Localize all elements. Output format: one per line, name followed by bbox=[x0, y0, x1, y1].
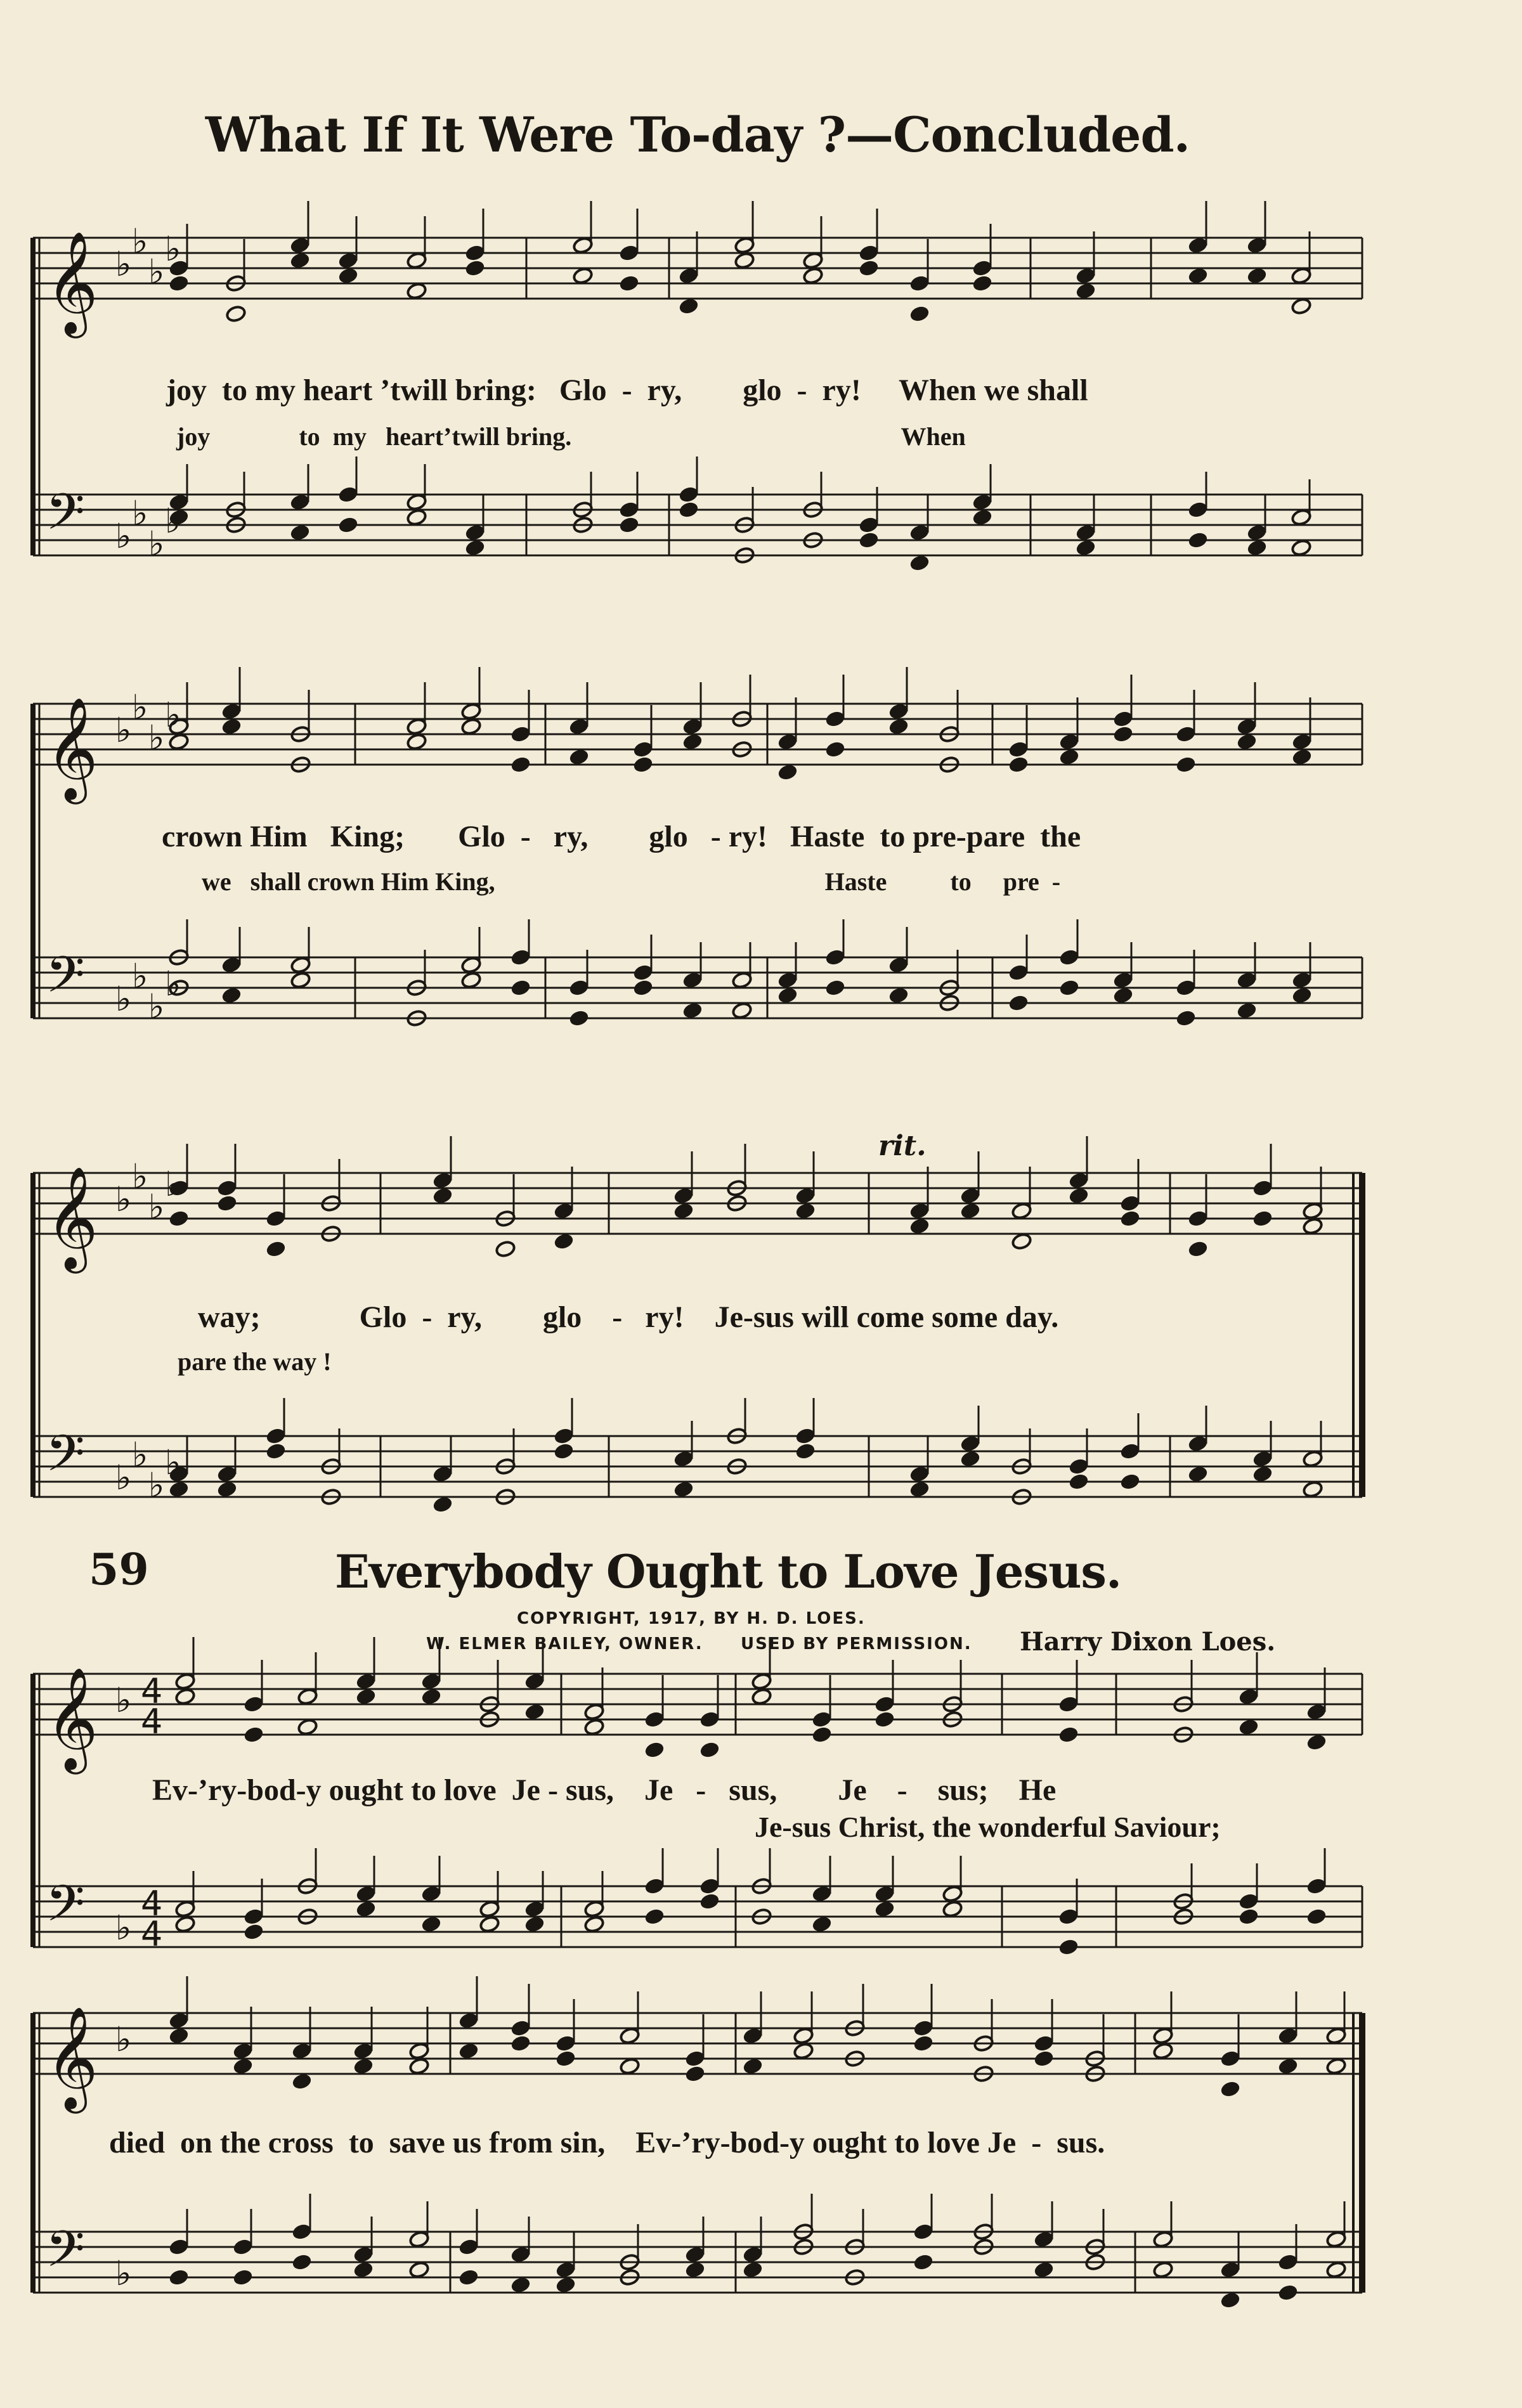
lyric-line: way; Glo - ry, glo - ry! Je-sus will come some day. bbox=[198, 1300, 1059, 1334]
flat-sign-icon: ♭ bbox=[115, 1179, 132, 1219]
note-head bbox=[337, 516, 358, 534]
note-head bbox=[858, 531, 879, 549]
note-head bbox=[355, 1900, 376, 1918]
note-head bbox=[353, 2057, 374, 2075]
note-head bbox=[1246, 267, 1267, 285]
note-head bbox=[464, 259, 485, 277]
note-head bbox=[1112, 725, 1133, 743]
time-signature: 4 bbox=[141, 1702, 163, 1742]
note-head bbox=[1291, 539, 1311, 557]
lyric-line: pare the way ! bbox=[178, 1347, 332, 1376]
note-head bbox=[174, 1915, 195, 1933]
note-head bbox=[1236, 1002, 1257, 1020]
bass-clef-icon: 𝄢 bbox=[46, 482, 85, 553]
note-head bbox=[909, 554, 930, 572]
note-head bbox=[1068, 1473, 1089, 1491]
note-head bbox=[824, 979, 845, 997]
hymn-title: Everybody Ought to Love Jesus. bbox=[334, 1544, 1122, 1598]
bass-clef-icon: 𝄢 bbox=[46, 945, 85, 1016]
note-head bbox=[1058, 1938, 1079, 1956]
note-head bbox=[678, 501, 699, 519]
flat-sign-icon: ♭ bbox=[132, 1156, 148, 1196]
note-head bbox=[909, 1217, 930, 1235]
note-head bbox=[909, 305, 930, 323]
note-head bbox=[644, 1741, 665, 1759]
note-head bbox=[682, 733, 703, 751]
note-head bbox=[618, 516, 639, 534]
note-head bbox=[168, 2027, 189, 2045]
note-head bbox=[460, 718, 481, 735]
note-head bbox=[1277, 2284, 1298, 2301]
note-head bbox=[232, 2269, 253, 2286]
note-head bbox=[290, 971, 311, 989]
note-head bbox=[942, 1900, 963, 1918]
note-head bbox=[618, 275, 639, 292]
note-head bbox=[913, 2035, 933, 2052]
flat-sign-icon: ♭ bbox=[148, 1465, 165, 1505]
note-head bbox=[353, 2261, 374, 2279]
copyright-line: COPYRIGHT, 1917, BY H. D. LOES. bbox=[517, 1609, 866, 1628]
note-head bbox=[972, 508, 992, 526]
note-head bbox=[1058, 1726, 1079, 1744]
flat-sign-icon: ♭ bbox=[132, 687, 148, 727]
note-head bbox=[174, 1688, 195, 1706]
note-head bbox=[337, 267, 358, 285]
treble-clef-icon: 𝄞 bbox=[46, 231, 98, 334]
permission-line: USED BY PERMISSION. bbox=[741, 1634, 972, 1654]
treble-clef-icon: 𝄞 bbox=[46, 1667, 98, 1770]
note-head bbox=[1068, 1187, 1089, 1205]
note-head bbox=[1220, 2080, 1240, 2098]
note-head bbox=[1306, 1733, 1327, 1751]
note-head bbox=[458, 2269, 479, 2286]
note-head bbox=[1306, 1908, 1327, 1926]
note-head bbox=[1325, 2261, 1346, 2279]
note-head bbox=[699, 1741, 720, 1759]
note-head bbox=[684, 2065, 705, 2083]
note-head bbox=[524, 1915, 545, 1933]
lyric-line: Je-sus Christ, the wonderful Saviour; bbox=[755, 1811, 1221, 1843]
note-head bbox=[959, 1450, 980, 1468]
time-signature: 4 bbox=[141, 1914, 163, 1954]
lyric-line: we shall crown Him King, Haste to pre - bbox=[202, 867, 1061, 896]
flat-sign-icon: ♭ bbox=[115, 1458, 132, 1498]
note-head bbox=[355, 1688, 376, 1706]
note-head bbox=[420, 1915, 441, 1933]
lyric-line: joy to my heart’twill bring. When bbox=[176, 422, 966, 451]
note-head bbox=[168, 2269, 189, 2286]
note-head bbox=[673, 1480, 694, 1498]
flat-sign-icon: ♭ bbox=[132, 493, 148, 533]
note-head bbox=[972, 275, 992, 292]
note-head bbox=[495, 1240, 516, 1258]
tempo-marking: rit. bbox=[878, 1130, 927, 1162]
note-head bbox=[232, 2057, 253, 2075]
note-head bbox=[874, 1711, 895, 1728]
note-head bbox=[1246, 539, 1267, 557]
note-head bbox=[1238, 1908, 1259, 1926]
note-head bbox=[432, 1496, 453, 1513]
note-head bbox=[1291, 748, 1312, 766]
note-head bbox=[408, 2057, 429, 2075]
note-head bbox=[408, 2261, 429, 2279]
note-head bbox=[888, 987, 909, 1004]
note-head bbox=[1152, 2042, 1173, 2060]
note-head bbox=[420, 1688, 441, 1706]
note-head bbox=[168, 1480, 189, 1498]
note-head bbox=[406, 733, 427, 751]
flat-sign-icon: ♭ bbox=[148, 1187, 165, 1227]
note-head bbox=[555, 2276, 576, 2294]
note-head bbox=[1008, 994, 1029, 1012]
note-head bbox=[291, 2253, 312, 2271]
note-head bbox=[243, 1726, 264, 1744]
note-head bbox=[802, 267, 823, 285]
time-signature: 4 bbox=[141, 1884, 163, 1924]
note-head bbox=[795, 1202, 816, 1220]
note-head bbox=[1187, 267, 1208, 285]
note-head bbox=[572, 267, 593, 285]
bass-clef-icon: 𝄢 bbox=[46, 1874, 85, 1945]
note-head bbox=[1112, 987, 1133, 1004]
note-head bbox=[510, 756, 531, 774]
note-head bbox=[644, 1908, 665, 1926]
treble-clef-icon: 𝄞 bbox=[46, 1166, 98, 1269]
note-head bbox=[811, 1915, 832, 1933]
note-head bbox=[289, 252, 310, 269]
note-head bbox=[909, 1480, 930, 1498]
note-head bbox=[1058, 979, 1079, 997]
note-head bbox=[225, 305, 246, 323]
note-head bbox=[553, 1233, 574, 1250]
note-head bbox=[1187, 1465, 1208, 1483]
note-head bbox=[1291, 987, 1312, 1004]
note-head bbox=[1252, 1465, 1273, 1483]
treble-clef-icon: 𝄞 bbox=[46, 697, 98, 800]
note-head bbox=[742, 2057, 763, 2075]
note-head bbox=[221, 718, 242, 735]
clefs bbox=[46, 221, 181, 2293]
note-head bbox=[1008, 756, 1029, 774]
note-head bbox=[168, 275, 189, 292]
note-head bbox=[221, 987, 242, 1004]
note-head bbox=[1220, 2291, 1240, 2309]
note-head bbox=[1152, 2261, 1173, 2279]
flat-sign-icon: ♭ bbox=[148, 718, 165, 758]
note-head bbox=[553, 1442, 574, 1460]
note-head bbox=[510, 2276, 531, 2294]
flat-sign-icon: ♭ bbox=[148, 524, 165, 564]
note-head bbox=[168, 1210, 189, 1227]
note-head bbox=[265, 1240, 286, 1258]
note-head bbox=[619, 2057, 640, 2075]
flat-sign-icon: ♭ bbox=[132, 956, 148, 996]
note-head bbox=[777, 987, 798, 1004]
note-head bbox=[959, 1202, 980, 1220]
note-head bbox=[913, 2253, 933, 2271]
note-head bbox=[1033, 2050, 1054, 2068]
flat-sign-icon: ♭ bbox=[165, 964, 181, 1004]
note-head bbox=[795, 1442, 816, 1460]
note-head bbox=[742, 2261, 763, 2279]
note-head bbox=[265, 1442, 286, 1460]
note-head bbox=[479, 1915, 500, 1933]
note-head bbox=[568, 748, 589, 766]
owner-line: W. ELMER BAILEY, OWNER. bbox=[426, 1634, 703, 1654]
note-head bbox=[858, 259, 879, 277]
note-head bbox=[793, 2042, 814, 2060]
note-head bbox=[168, 733, 189, 751]
note-head bbox=[682, 1002, 703, 1020]
note-head bbox=[1058, 748, 1079, 766]
note-head bbox=[632, 979, 653, 997]
note-head bbox=[1187, 531, 1208, 549]
note-head bbox=[524, 1703, 545, 1721]
time-signature: 4 bbox=[141, 1671, 163, 1711]
note-head bbox=[289, 524, 310, 541]
note-head bbox=[1075, 539, 1096, 557]
bass-clef-icon: 𝄢 bbox=[46, 1424, 85, 1495]
flat-sign-icon: ♭ bbox=[115, 710, 132, 750]
flat-sign-icon: ♭ bbox=[115, 1908, 132, 1948]
flat-sign-icon: ♭ bbox=[148, 252, 165, 292]
note-head bbox=[1238, 1718, 1259, 1736]
lyric-line: crown Him King; Glo - ry, glo - ry! Haste to pre-pare the bbox=[162, 820, 1081, 853]
note-head bbox=[1119, 1210, 1140, 1227]
hymn-number: 59 bbox=[89, 1544, 149, 1595]
note-head bbox=[1291, 297, 1311, 315]
lyric-line: died on the cross to save us from sin, Ev-’ry-bod-y ought to love Je - sus. bbox=[109, 2126, 1105, 2159]
note-head bbox=[568, 1009, 589, 1027]
note-head bbox=[1252, 1210, 1273, 1227]
flat-sign-icon: ♭ bbox=[115, 244, 132, 284]
bass-clef-icon: 𝄢 bbox=[46, 2220, 85, 2291]
note-head bbox=[731, 1002, 752, 1020]
flat-sign-icon: ♭ bbox=[115, 979, 132, 1019]
note-head bbox=[464, 539, 485, 557]
note-head bbox=[1302, 1480, 1323, 1498]
flat-sign-icon: ♭ bbox=[115, 1680, 132, 1720]
note-head bbox=[1175, 756, 1196, 774]
note-head bbox=[1011, 1233, 1032, 1250]
note-head bbox=[1119, 1473, 1140, 1491]
flat-sign-icon: ♭ bbox=[165, 695, 181, 735]
note-head bbox=[458, 2042, 479, 2060]
note-head bbox=[874, 1900, 895, 1918]
note-head bbox=[1302, 1217, 1323, 1235]
note-head bbox=[297, 1718, 318, 1736]
flat-sign-icon: ♭ bbox=[165, 1442, 181, 1482]
flat-sign-icon: ♭ bbox=[115, 2253, 132, 2293]
flat-sign-icon: ♭ bbox=[115, 516, 132, 556]
flat-sign-icon: ♭ bbox=[115, 2019, 132, 2059]
note-head bbox=[510, 2035, 531, 2052]
note-head bbox=[824, 741, 845, 758]
hymn-title: What If It Were To-day ?—Concluded. bbox=[205, 107, 1190, 163]
note-head bbox=[510, 979, 531, 997]
flat-sign-icon: ♭ bbox=[165, 501, 181, 541]
note-head bbox=[291, 2073, 312, 2090]
note-head bbox=[1187, 1240, 1208, 1258]
note-head bbox=[1075, 282, 1096, 300]
note-head bbox=[1033, 2261, 1054, 2279]
composer: Harry Dixon Loes. bbox=[1020, 1627, 1276, 1657]
note-head bbox=[734, 252, 755, 269]
note-head bbox=[699, 1893, 720, 1910]
flat-sign-icon: ♭ bbox=[148, 987, 165, 1026]
note-head bbox=[1175, 1009, 1196, 1027]
note-head bbox=[555, 2050, 576, 2068]
note-head bbox=[406, 508, 427, 526]
flat-sign-icon: ♭ bbox=[165, 1164, 181, 1204]
flat-sign-icon: ♭ bbox=[132, 1435, 148, 1475]
note-heads bbox=[168, 201, 1346, 2309]
note-head bbox=[811, 1726, 832, 1744]
note-head bbox=[1277, 2057, 1298, 2075]
note-head bbox=[751, 1688, 772, 1706]
note-head bbox=[888, 718, 909, 735]
note-head bbox=[673, 1202, 694, 1220]
note-head bbox=[1236, 733, 1257, 751]
note-head bbox=[216, 1194, 237, 1212]
staff-lines bbox=[33, 238, 1362, 2293]
note-head bbox=[432, 1187, 453, 1205]
note-head bbox=[632, 756, 653, 774]
note-head bbox=[1325, 2057, 1346, 2075]
flat-sign-icon: ♭ bbox=[132, 221, 148, 261]
note-head bbox=[460, 971, 481, 989]
note-head bbox=[406, 282, 427, 300]
note-head bbox=[678, 297, 699, 315]
lyric-line: joy to my heart ’twill bring: Glo - ry, glo - ry! When we shall bbox=[166, 373, 1088, 407]
note-head bbox=[684, 2261, 705, 2279]
note-head bbox=[583, 1718, 604, 1736]
note-head bbox=[216, 1480, 237, 1498]
note-head bbox=[243, 1923, 264, 1941]
treble-clef-icon: 𝄞 bbox=[46, 2006, 98, 2109]
note-head bbox=[583, 1915, 604, 1933]
lyric-line: Ev-’ry-bod-y ought to love Je - sus, Je - sus, Je - sus; He bbox=[152, 1773, 1057, 1807]
note-head bbox=[777, 763, 798, 781]
flat-sign-icon: ♭ bbox=[165, 229, 181, 269]
